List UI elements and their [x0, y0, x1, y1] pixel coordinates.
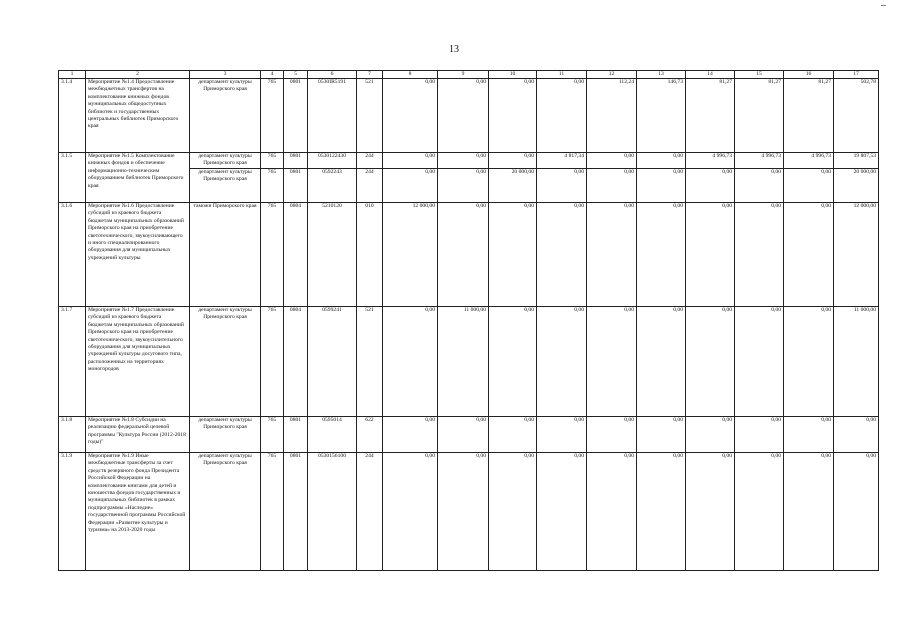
csr-code: 0530IR5191: [308, 79, 357, 153]
value-cell: 0,00: [383, 417, 438, 453]
executor: департамент культуры Приморского края: [190, 453, 261, 571]
grbs-code: 765: [261, 307, 284, 417]
total-cell: 0,00: [834, 453, 879, 571]
value-cell: 0,00: [383, 153, 438, 169]
value-cell: 4 996,73: [784, 153, 834, 169]
header-cell: 6: [308, 71, 357, 79]
executor: департамент культуры Приморского края: [190, 153, 261, 169]
value-cell: 0,00: [686, 169, 735, 203]
activity-name: Мероприятие №1.5 Комплектование книжных фондов и обеспечение информационно-техническим оборудованием библиотек Приморского края: [86, 153, 190, 203]
value-cell: 0,00: [537, 307, 587, 417]
table-row: [59, 153, 879, 169]
value-cell: 0,00: [438, 153, 489, 169]
value-cell: 0,00: [686, 203, 735, 307]
executor: департамент культуры Приморского края: [190, 79, 261, 153]
value-cell: 0,00: [489, 79, 537, 153]
value-cell: 0,00: [637, 453, 686, 571]
value-cell: 0,00: [735, 453, 784, 571]
value-cell: 0,00: [587, 153, 637, 169]
header-cell: 9: [438, 71, 489, 79]
table-row: [59, 203, 879, 307]
rzpr-code: 0804: [284, 307, 308, 417]
grbs-code: 765: [261, 153, 284, 169]
header-cell: 10: [489, 71, 537, 79]
rzpr-code: 0801: [284, 79, 308, 153]
value-cell: 146,73: [637, 79, 686, 153]
grbs-code: 765: [261, 169, 284, 203]
rzpr-code: 0801: [284, 169, 308, 203]
value-cell: 0,00: [784, 453, 834, 571]
value-cell: 0,00: [383, 169, 438, 203]
grbs-code: 765: [261, 203, 284, 307]
vr-code: 521: [357, 79, 383, 153]
csr-code: 0592243: [308, 169, 357, 203]
value-cell: 0,00: [587, 203, 637, 307]
value-cell: 0,00: [637, 203, 686, 307]
row-id: 3.1.7: [59, 307, 86, 417]
value-cell: 4 996,73: [686, 153, 735, 169]
csr-code: 0530122430: [308, 153, 357, 169]
value-cell: 112,24: [587, 79, 637, 153]
value-cell: 81,27: [784, 79, 834, 153]
value-cell: 0,00: [686, 417, 735, 453]
value-cell: 0,00: [438, 203, 489, 307]
value-cell: 0,00: [489, 307, 537, 417]
activity-name: Мероприятие №1.8 Субсидии на реализацию федеральной целевой программы "Культура России (2012-2018 годы)": [86, 417, 190, 453]
total-cell: 11 000,00: [834, 307, 879, 417]
total-cell: 0,00: [834, 417, 879, 453]
value-cell: 0,00: [489, 453, 537, 571]
vr-code: 244: [357, 453, 383, 571]
vr-code: 521: [357, 307, 383, 417]
value-cell: 12 000,00: [383, 203, 438, 307]
value-cell: 0,00: [438, 417, 489, 453]
activity-name: Мероприятие №1.9 Иные межбюджетные трансферты за счет средств резервного фонда Президента Российской Федерации на комплектование книгами для детей и юношества фондов государственных и муниципальных библиотек в рамках подпрограммы «Наследие» государственной программы Российской Федерации «Развитие культуры и туризма» на 2013-2020 годы: [86, 453, 190, 571]
rzpr-code: 0801: [284, 453, 308, 571]
row-id: 3.1.5: [59, 153, 86, 203]
header-cell: 1: [59, 71, 86, 79]
grbs-code: 765: [261, 453, 284, 571]
csr-code: 0599241: [308, 307, 357, 417]
header-cell: 3: [190, 71, 261, 79]
total-cell: 20 000,00: [834, 169, 879, 203]
value-cell: 0,00: [637, 169, 686, 203]
executor: департамент культуры Приморского края: [190, 307, 261, 417]
value-cell: 0,00: [383, 453, 438, 571]
vr-code: 010: [357, 203, 383, 307]
value-cell: 0,00: [537, 453, 587, 571]
value-cell: 0,00: [686, 453, 735, 571]
table-row: [59, 307, 879, 417]
header-cell: 11: [537, 71, 587, 79]
total-cell: 502,78: [834, 79, 879, 153]
value-cell: 20 000,00: [489, 169, 537, 203]
rzpr-code: 0801: [284, 153, 308, 169]
value-cell: 0,00: [537, 169, 587, 203]
value-cell: 81,27: [735, 79, 784, 153]
value-cell: 0,00: [637, 417, 686, 453]
header-cell: 13: [637, 71, 686, 79]
value-cell: 0,00: [784, 203, 834, 307]
header-cell: 16: [784, 71, 834, 79]
value-cell: 0,00: [383, 79, 438, 153]
value-cell: 0,00: [537, 203, 587, 307]
executor: департамент культуры Приморского края: [190, 169, 261, 203]
value-cell: 0,00: [735, 307, 784, 417]
value-cell: 0,00: [637, 307, 686, 417]
vr-code: 622: [357, 417, 383, 453]
row-id: 3.1.9: [59, 453, 86, 571]
value-cell: 0,00: [784, 169, 834, 203]
grbs-code: 765: [261, 79, 284, 153]
activity-name: Мероприятие №1.7 Предоставление субсидий из краевого бюджета бюджетам муниципальных образований Приморского края на приобретение светотехнического, звукоусилительного оборудования для муниципальных учреждений культуры досугового типа, расположенных на территориях моногородов: [86, 307, 190, 417]
value-cell: 0,00: [383, 307, 438, 417]
table-row: [59, 79, 879, 153]
value-cell: 0,00: [587, 307, 637, 417]
activity-name: Мероприятие №1.4 Предоставление межбюджетных трансфертов на комплектование книжных фондов муниципальных общедоступных библиотек и государственных центральных библиотек Приморского края: [86, 79, 190, 153]
page-number: 13: [449, 44, 459, 55]
value-cell: 0,00: [537, 79, 587, 153]
header-row: [59, 71, 879, 79]
value-cell: 0,00: [784, 307, 834, 417]
value-cell: 0,00: [637, 153, 686, 169]
grbs-code: 765: [261, 417, 284, 453]
value-cell: 0,00: [735, 169, 784, 203]
table-row: [59, 453, 879, 571]
header-cell: 8: [383, 71, 438, 79]
value-cell: 0,00: [489, 417, 537, 453]
vr-code: 244: [357, 169, 383, 203]
value-cell: 0,00: [438, 453, 489, 571]
rzpr-code: 0801: [284, 417, 308, 453]
row-id: 3.1.4: [59, 79, 86, 153]
row-id: 3.1.8: [59, 417, 86, 453]
activity-name: Мероприятие №1.6 Предоставление субсидий из краевого бюджета бюджетам муниципальных образований Приморского края на приобретение светотехнического, звукоусиливающего и иного специализированного оборудования для муниципальных учреждений культуры: [86, 203, 190, 307]
row-id: 3.1.6: [59, 203, 86, 307]
total-cell: 19 807,53: [834, 153, 879, 169]
header-cell: 4: [261, 71, 284, 79]
value-cell: 0,00: [686, 307, 735, 417]
value-cell: 0,00: [735, 203, 784, 307]
value-cell: 0,00: [438, 169, 489, 203]
value-cell: 4 817,34: [537, 153, 587, 169]
executor: департамент культуры Приморского края: [190, 417, 261, 453]
value-cell: 0,00: [489, 153, 537, 169]
value-cell: 0,00: [438, 79, 489, 153]
value-cell: 0,00: [587, 417, 637, 453]
header-cell: 14: [686, 71, 735, 79]
header-cell: 5: [284, 71, 308, 79]
value-cell: 4 996,73: [735, 153, 784, 169]
corner-mark: –: [881, 0, 886, 11]
value-cell: 11 000,00: [438, 307, 489, 417]
total-cell: 12 000,00: [834, 203, 879, 307]
value-cell: 0,00: [735, 417, 784, 453]
executor: таможн Приморского края: [190, 203, 261, 307]
csr-code: 0530156100: [308, 453, 357, 571]
header-cell: 7: [357, 71, 383, 79]
value-cell: 0,00: [587, 453, 637, 571]
value-cell: 0,00: [587, 169, 637, 203]
vr-code: 244: [357, 153, 383, 169]
budget-table: [58, 70, 879, 571]
header-cell: 12: [587, 71, 637, 79]
table-row: [59, 417, 879, 453]
rzpr-code: 0804: [284, 203, 308, 307]
value-cell: 0,00: [489, 203, 537, 307]
csr-code: 0595014: [308, 417, 357, 453]
header-cell: 15: [735, 71, 784, 79]
header-cell: 2: [86, 71, 190, 79]
value-cell: 0,00: [537, 417, 587, 453]
value-cell: 0,00: [784, 417, 834, 453]
header-cell: 17: [834, 71, 879, 79]
value-cell: 81,27: [686, 79, 735, 153]
csr-code: 5210120: [308, 203, 357, 307]
